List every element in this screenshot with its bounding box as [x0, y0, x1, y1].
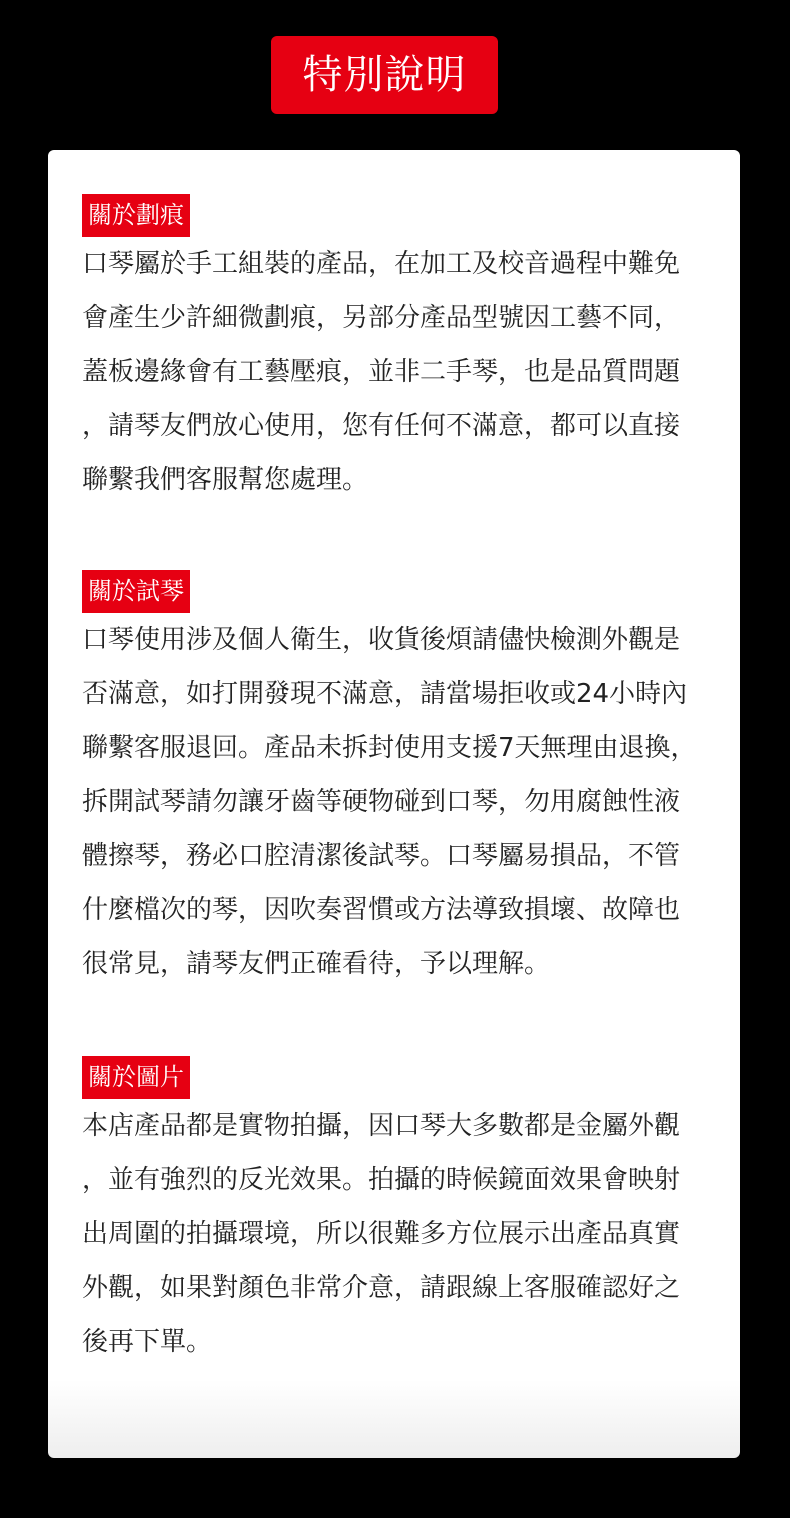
text-line: 口琴使用涉及個人衛生，收貨後煩請儘快檢測外觀是 — [82, 625, 681, 655]
text-line: 外觀，如果對顏色非常介意，請跟線上客服確認好之 — [82, 1273, 681, 1303]
page-title: 特別說明 — [271, 36, 498, 114]
section-body-pictures — [82, 1099, 722, 1369]
text-line: 本店產品都是實物拍攝，因口琴大多數都是金屬外觀 — [82, 1111, 681, 1141]
text-line: 出周圍的拍攝環境，所以很難多方位展示出產品真實 — [82, 1219, 681, 1249]
section-trial — [82, 570, 722, 991]
text-line: 拆開試琴請勿讓牙齒等硬物碰到口琴，勿用腐蝕性液 — [82, 787, 681, 817]
text-line: 後再下單。 — [82, 1327, 213, 1357]
notice-card — [48, 150, 740, 1458]
text-line: 蓋板邊緣會有工藝壓痕，並非二手琴，也是品質問題 — [82, 357, 681, 387]
text-line: 會產生少許細微劃痕，另部分產品型號因工藝不同， — [82, 303, 681, 333]
text-line: 否滿意，如打開發現不滿意，請當場拒收或24小時內 — [82, 679, 688, 709]
text-line: 聯繫我們客服幫您處理。 — [82, 465, 369, 495]
section-heading-scratches: 關於劃痕 — [82, 194, 190, 237]
text-line: 什麼檔次的琴，因吹奏習慣或方法導致損壞、故障也 — [82, 895, 681, 925]
text-line: ，並有強烈的反光效果。拍攝的時候鏡面效果會映射 — [82, 1165, 681, 1195]
section-heading-trial: 關於試琴 — [82, 570, 190, 613]
section-body-scratches — [82, 237, 722, 507]
section-scratches — [82, 194, 722, 507]
text-line: 聯繫客服退回。產品未拆封使用支援7天無理由退換， — [82, 733, 697, 763]
section-heading-pictures: 關於圖片 — [82, 1056, 190, 1099]
text-line: 很常見，請琴友們正確看待，予以理解。 — [82, 949, 551, 979]
text-line: 體擦琴，務必口腔清潔後試琴。口琴屬易損品，不管 — [82, 841, 681, 871]
text-line: 口琴屬於手工組裝的產品，在加工及校音過程中難免 — [82, 249, 681, 279]
text-line: ，請琴友們放心使用，您有任何不滿意，都可以直接 — [82, 411, 681, 441]
section-body-trial — [82, 613, 722, 991]
section-pictures — [82, 1056, 722, 1369]
